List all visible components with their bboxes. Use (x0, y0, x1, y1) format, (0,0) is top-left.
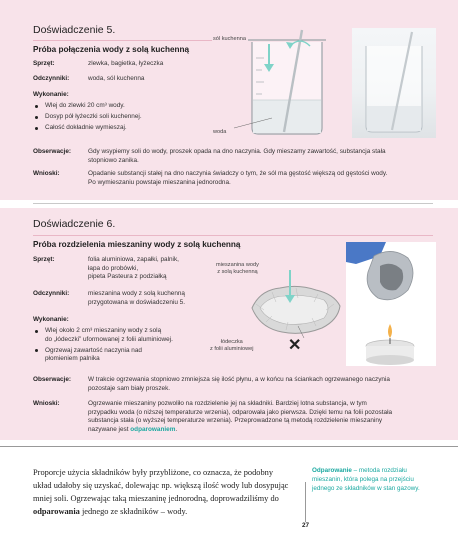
reagents-value: mieszanina wody z solą kuchenną przygotowana w doświadczeniu 5. (88, 290, 185, 306)
reagents-value: woda, sól kuchenna (88, 75, 145, 82)
steps-list (33, 327, 173, 366)
experiment-5-title: Doświadczenie 5. (33, 24, 116, 36)
page-number: 27 (302, 522, 310, 529)
list-item: Ogrzewaj zawartość naczynia nad płomieniem palnika (33, 347, 173, 364)
figure-label-water: woda (213, 129, 227, 135)
figure-label-salt: sól kuchenna (213, 36, 246, 42)
heating-photo (346, 242, 436, 366)
beaker-illustration (212, 28, 352, 140)
steps-label: Wykonanie: (33, 91, 69, 98)
definition-note: Odparowanie – metoda rozdziału mieszanin, która polega na przejściu jednego ze składników w stan gazowy. (312, 467, 420, 492)
list-item: Całość dokładnie wymieszaj. (33, 124, 142, 133)
equipment-label: Sprzęt: (33, 256, 55, 263)
reagents-label: Odczynniki: (33, 75, 70, 82)
conclusions-text: Ogrzewanie mieszaniny pozwoliło na rozdzielenie jej na składniki. Bardziej lotna substancja, w tym przypadku woda (o niższej temperaturze wrzenia), odparowała jako pierwsza. Dzięki temu na folii pozostała substancja stała (o wyższej temperaturze wrzenia). Przeprowadzone tą metodą rozdzielenie mieszaniny nazywane jest odparowaniem. (88, 400, 393, 433)
equipment-value: zlewka, bagietka, łyżeczka (88, 60, 164, 67)
conclusions-label: Wnioski: (33, 400, 60, 407)
figure-label-mixture: mieszanina wody z solą kuchenną (216, 262, 259, 275)
equipment-value: folia aluminiowa, zapałki, palnik, łapa do probówki, pipeta Pasteura z podziałką (88, 256, 179, 281)
foil-boat-illustration (246, 268, 346, 348)
equipment-label: Sprzęt: (33, 60, 55, 67)
experiment-6-title: Doświadczenie 6. (33, 218, 116, 230)
conclusions-label: Wnioski: (33, 170, 60, 177)
beaker-photo (352, 28, 436, 138)
observations-text: W trakcie ogrzewania stopniowo zmniejsza się ilość płynu, a w końcu na ściankach ogrzewanego naczynia pozostaje sam biały proszek. (88, 376, 390, 392)
experiment-6-subtitle: Próba rozdzielenia mieszaniny wody z solą kuchenną (33, 240, 241, 249)
list-item: Dosyp pół łyżeczki soli kuchennej. (33, 113, 142, 122)
list-item: Wlej do zlewki 20 cm³ wody. (33, 102, 142, 111)
body-paragraph: Proporcje użycia składników były przybliżone, co oznacza, że podobny układ udałoby się uzyskać, dolewając np. większą ilość wody lub dosypując mniej soli. Ogrzewając taką mieszaninę jednorodną, doprowadziliśmy do odparowania jednego ze składników – wody. (33, 468, 289, 516)
divider (305, 482, 306, 522)
observations-label: Obserwacje: (33, 148, 72, 155)
steps-list (33, 102, 142, 135)
experiment-5-subtitle: Próba połączenia wody z solą kuchenną (33, 45, 190, 54)
divider (33, 235, 433, 236)
cross-icon: ✕ (288, 337, 302, 354)
steps-label: Wykonanie: (33, 316, 69, 323)
figure-label-foil-boat: łódeczka z folii aluminiowej (210, 339, 254, 352)
divider (33, 203, 433, 204)
list-item: Wlej około 2 cm³ mieszaniny wody z solą do „łódeczki” uformowanej z folii aluminiowej. (33, 327, 173, 344)
observations-text: Gdy wsypiemy soli do wody, proszek opada na dno naczynia. Gdy mieszamy zawartość, substancja stała stopniowo zanika. (88, 148, 386, 164)
observations-label: Obserwacje: (33, 376, 72, 383)
reagents-label: Odczynniki: (33, 290, 70, 297)
divider (0, 446, 458, 447)
conclusions-text: Opadanie substancji stałej na dno naczynia świadczy o tym, że sól ma gęstość większą od gęstości wody. Po wymieszaniu powstaje mieszanina jednorodna. (88, 170, 388, 186)
